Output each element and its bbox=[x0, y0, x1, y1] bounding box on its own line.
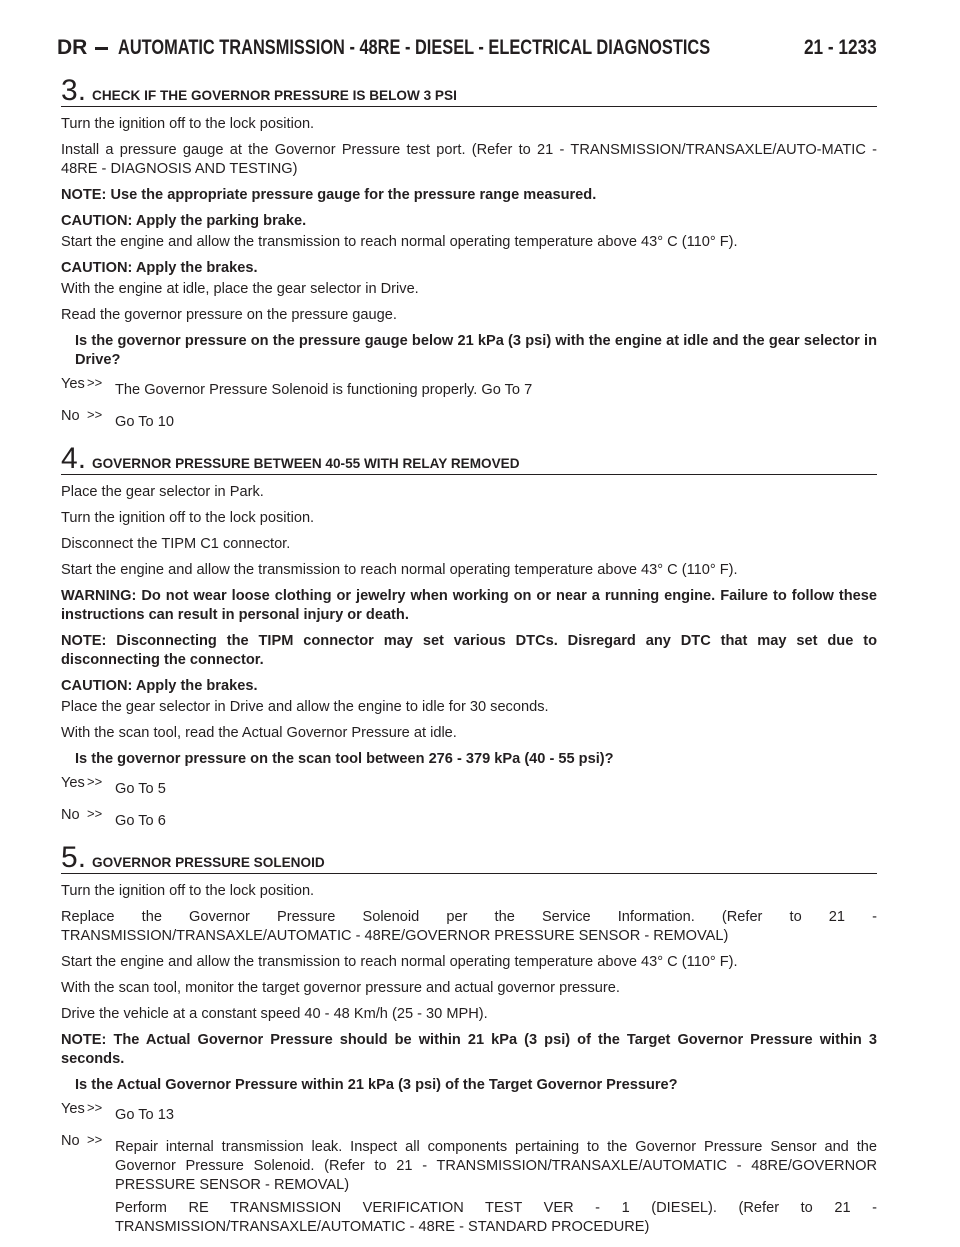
header-rule bbox=[95, 47, 107, 50]
arrow-icon: >> bbox=[87, 407, 103, 422]
step-3-heading: 3 . CHECK IF THE GOVERNOR PRESSURE IS BELOW 3 PSI bbox=[61, 78, 877, 107]
arrow-icon: >> bbox=[87, 806, 103, 821]
step-title: GOVERNOR PRESSURE SOLENOID bbox=[92, 855, 325, 870]
step-number: 5 bbox=[61, 841, 78, 874]
answer-text: Perform RE TRANSMISSION VERIFICATION TEST VER - 1 (DIESEL). (Refer to 21 - TRANSMISSION/TRANSAXLE/AUTOMATIC - 48RE - STANDARD PROCEDURE) bbox=[115, 1200, 877, 1235]
arrow-icon: >> bbox=[87, 1100, 103, 1115]
answer-text: Go To 10 bbox=[115, 414, 174, 430]
header-title: AUTOMATIC TRANSMISSION - 48RE - DIESEL - ELECTRICAL DIAGNOSTICS bbox=[117, 36, 710, 59]
step-number: 3 bbox=[61, 74, 78, 107]
paragraph: Disconnect the TIPM C1 connector. bbox=[61, 536, 291, 552]
paragraph: With the engine at idle, place the gear selector in Drive. bbox=[61, 281, 419, 297]
no-label: No bbox=[61, 807, 80, 823]
paragraph: Replace the Governor Pressure Solenoid per the Service Information. (Refer to 21 - TRANSMISSION/TRANSAXLE/AUTOMATIC - 48RE/GOVERNOR PRESSURE SENSOR - REMOVAL) bbox=[61, 909, 877, 944]
step-number: 4 bbox=[61, 442, 78, 475]
warning: WARNING: Do not wear loose clothing or jewelry when working on or near a running engine. Failure to follow these instructions can result in personal injury or death. bbox=[61, 588, 877, 623]
no-label: No bbox=[61, 408, 80, 424]
question: Is the Actual Governor Pressure within 21 kPa (3 psi) of the Target Governor Pressure? bbox=[75, 1077, 678, 1093]
page-header bbox=[57, 28, 877, 68]
paragraph: With the scan tool, read the Actual Governor Pressure at idle. bbox=[61, 725, 457, 741]
paragraph: Drive the vehicle at a constant speed 40 - 48 Km/h (25 - 30 MPH). bbox=[61, 1006, 488, 1022]
caution: CAUTION: Apply the brakes. bbox=[61, 678, 258, 694]
answer-text: Go To 13 bbox=[115, 1107, 174, 1123]
answer-yes bbox=[61, 375, 877, 404]
paragraph: Start the engine and allow the transmission to reach normal operating temperature above 43° C (110° F). bbox=[61, 562, 738, 578]
paragraph: Turn the ignition off to the lock position. bbox=[61, 883, 315, 899]
question: Is the governor pressure on the pressure gauge below 21 kPa (3 psi) with the engine at idle and the gear selector in Drive? bbox=[75, 333, 877, 368]
paragraph: Turn the ignition off to the lock position. bbox=[61, 510, 315, 526]
answer-text: Go To 5 bbox=[115, 781, 166, 797]
no-label: No bbox=[61, 1133, 80, 1149]
paragraph: Start the engine and allow the transmission to reach normal operating temperature above 43° C (110° F). bbox=[61, 954, 738, 970]
answer-text: Go To 6 bbox=[115, 813, 166, 829]
paragraph: Read the governor pressure on the pressure gauge. bbox=[61, 307, 397, 323]
yes-label: Yes bbox=[61, 1101, 85, 1117]
yes-label: Yes bbox=[61, 376, 85, 392]
answer-yes bbox=[61, 774, 877, 803]
caution: CAUTION: Apply the parking brake. bbox=[61, 213, 307, 229]
answer-no bbox=[61, 1132, 877, 1241]
note: NOTE: The Actual Governor Pressure should be within 21 kPa (3 psi) of the Target Governor Pressure within 3 seconds. bbox=[61, 1032, 877, 1067]
note: NOTE: Disconnecting the TIPM connector may set various DTCs. Disregard any DTC that may set due to disconnecting the connector. bbox=[61, 633, 877, 668]
arrow-icon: >> bbox=[87, 375, 103, 390]
paragraph: Install a pressure gauge at the Governor Pressure test port. (Refer to 21 - TRANSMISSION/TRANSAXLE/AUTO-MATIC - 48RE - DIAGNOSIS AND TESTING) bbox=[61, 142, 877, 177]
step-4-heading: 4 . GOVERNOR PRESSURE BETWEEN 40-55 WITH RELAY REMOVED bbox=[61, 446, 877, 475]
answer-no bbox=[61, 407, 877, 436]
step-title: CHECK IF THE GOVERNOR PRESSURE IS BELOW 3 PSI bbox=[92, 88, 457, 103]
step-title: GOVERNOR PRESSURE BETWEEN 40-55 WITH RELAY REMOVED bbox=[92, 456, 520, 471]
paragraph: Start the engine and allow the transmission to reach normal operating temperature above 43° C (110° F). bbox=[61, 234, 738, 250]
question: Is the governor pressure on the scan tool between 276 - 379 kPa (40 - 55 psi)? bbox=[75, 751, 614, 767]
caution: CAUTION: Apply the brakes. bbox=[61, 260, 258, 276]
header-brand: DR bbox=[57, 36, 88, 59]
yes-label: Yes bbox=[61, 775, 85, 791]
answer-text: Repair internal transmission leak. Inspect all components pertaining to the Governor Pressure Sensor and the Governor Pressure Solenoid. (Refer to 21 - TRANSMISSION/TRANSAXLE/AUTOMATIC - 48RE/GOVERNOR PRESSURE SENSOR - REMOVAL) bbox=[115, 1139, 877, 1193]
answer-text: The Governor Pressure Solenoid is functioning properly. Go To 7 bbox=[115, 382, 533, 398]
paragraph: With the scan tool, monitor the target governor pressure and actual governor pressure. bbox=[61, 980, 620, 996]
arrow-icon: >> bbox=[87, 1132, 103, 1147]
paragraph: Place the gear selector in Park. bbox=[61, 484, 264, 500]
step-5-heading: 5 . GOVERNOR PRESSURE SOLENOID bbox=[61, 845, 877, 874]
arrow-icon: >> bbox=[87, 774, 103, 789]
answer-yes bbox=[61, 1100, 877, 1129]
answer-no bbox=[61, 806, 877, 835]
page-number: 21 - 1233 bbox=[804, 36, 877, 59]
note: NOTE: Use the appropriate pressure gauge for the pressure range measured. bbox=[61, 187, 597, 203]
document-body bbox=[61, 74, 877, 1247]
paragraph: Place the gear selector in Drive and allow the engine to idle for 30 seconds. bbox=[61, 699, 549, 715]
paragraph: Turn the ignition off to the lock position. bbox=[61, 116, 315, 132]
